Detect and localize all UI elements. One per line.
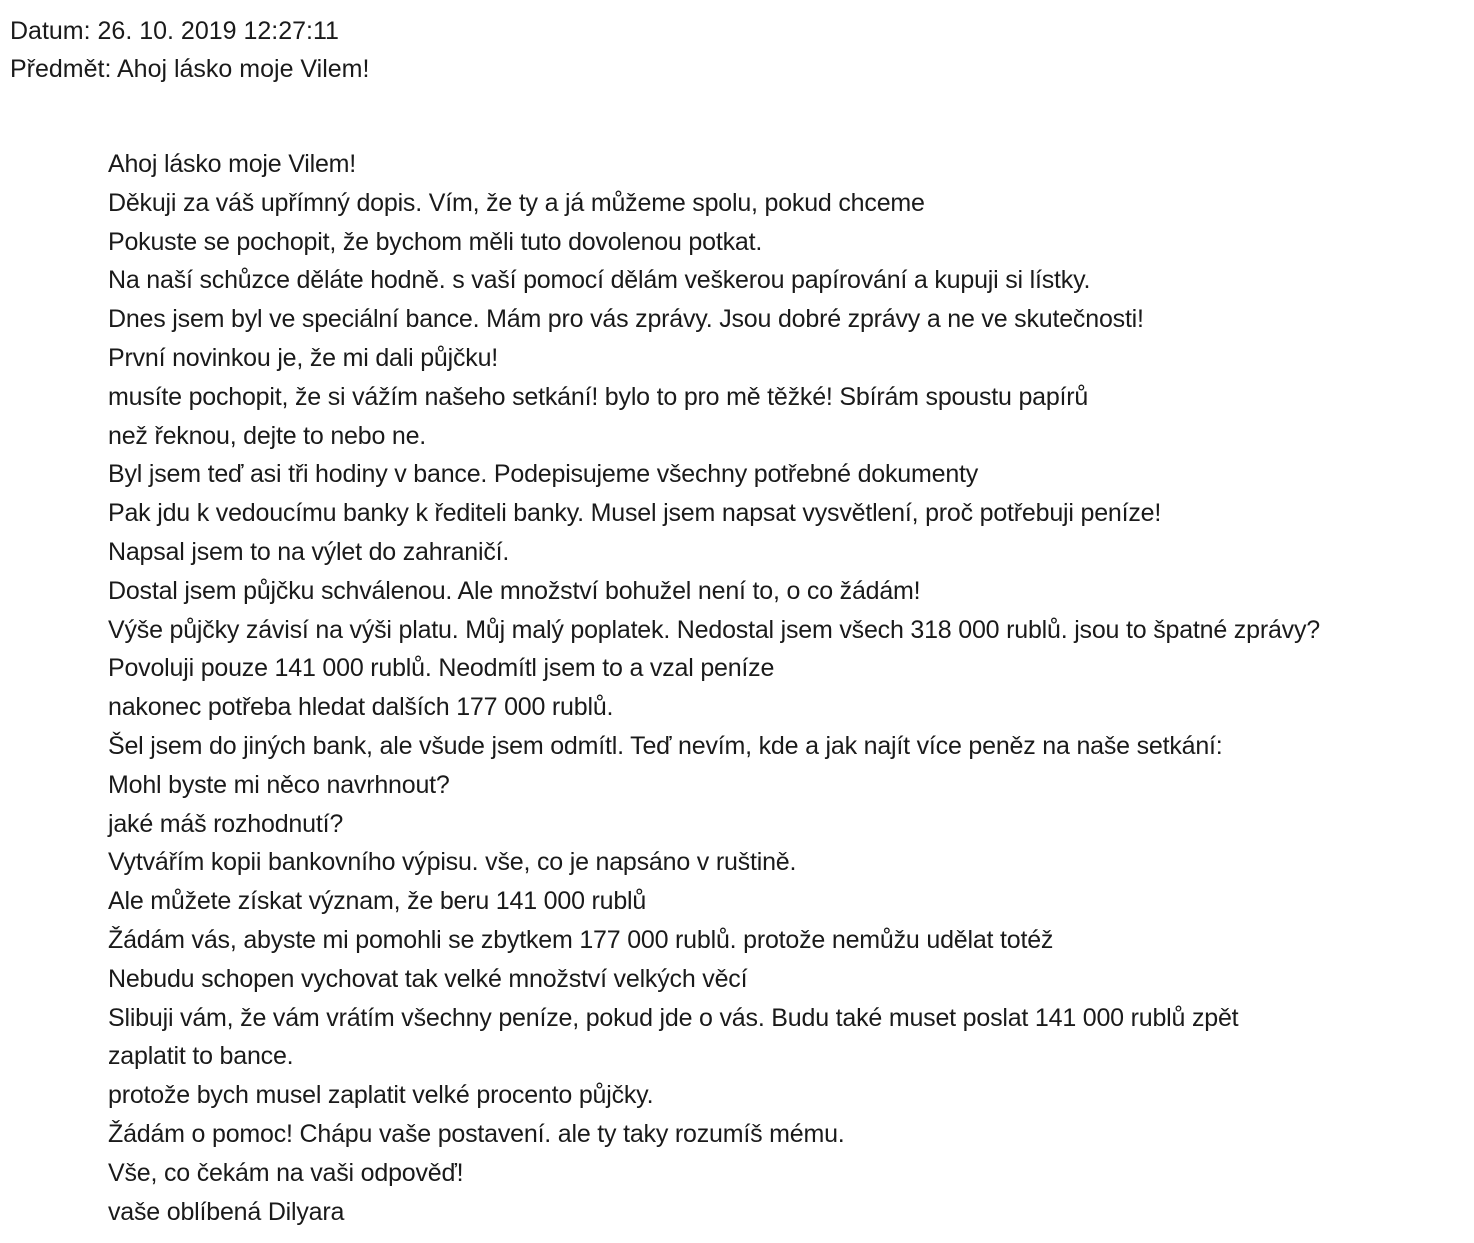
body-line: Slibuji vám, že vám vrátím všechny peníze, pokud jde o vás. Budu také muset poslat 141 000 rublů zpět bbox=[108, 1003, 1239, 1032]
body-line: První novinkou je, že mi dali půjčku! bbox=[108, 343, 499, 372]
body-line: Nebudu schopen vychovat tak velké množství velkých věcí bbox=[108, 964, 748, 993]
body-line: Mohl byste mi něco navrhnout? bbox=[108, 770, 450, 799]
body-line: zaplatit to bance. bbox=[108, 1042, 294, 1071]
email-body bbox=[108, 145, 1468, 1231]
body-line: musíte pochopit, že si vážím našeho setkání! bylo to pro mě těžké! Sbírám spoustu papírů bbox=[108, 382, 1089, 411]
body-line: Dostal jsem půjčku schválenou. Ale množství bohužel není to, o co žádám! bbox=[108, 576, 921, 605]
body-line: Na naší schůzce děláte hodně. s vaší pomocí dělám veškerou papírování a kupuji si lístky. bbox=[108, 266, 1091, 295]
body-line: Ale můžete získat význam, že beru 141 000 rublů bbox=[108, 887, 647, 916]
body-line: Pokuste se pochopit, že bychom měli tuto dovolenou potkat. bbox=[108, 227, 763, 256]
email-date: Datum: 26. 10. 2019 12:27:11 bbox=[10, 17, 339, 45]
body-line: Napsal jsem to na výlet do zahraničí. bbox=[108, 537, 510, 566]
body-line: Vše, co čekám na vaši odpověď! bbox=[108, 1158, 464, 1187]
body-line: než řeknou, dejte to nebo ne. bbox=[108, 421, 427, 450]
email-subject: Předmět: Ahoj lásko moje Vilem! bbox=[10, 55, 370, 83]
email-signature: vaše oblíbená Dilyara bbox=[108, 1197, 345, 1226]
body-line: protože bych musel zaplatit velké procento půjčky. bbox=[108, 1081, 654, 1110]
body-line: Povoluji pouze 141 000 rublů. Neodmítl jsem to a vzal peníze bbox=[108, 654, 775, 683]
body-line: Děkuji za váš upřímný dopis. Vím, že ty a já můžeme spolu, pokud chceme bbox=[108, 188, 925, 217]
body-line: Šel jsem do jiných bank, ale všude jsem odmítl. Teď nevím, kde a jak najít více peněz na naše setkání: bbox=[108, 731, 1223, 760]
body-line: Pak jdu k vedoucímu banky k řediteli banky. Musel jsem napsat vysvětlení, proč potřebuji peníze! bbox=[108, 499, 1162, 528]
body-line: Byl jsem teď asi tři hodiny v bance. Podepisujeme všechny potřebné dokumenty bbox=[108, 460, 979, 489]
body-line: Vytvářím kopii bankovního výpisu. vše, co je napsáno v ruštině. bbox=[108, 848, 797, 877]
body-line: Dnes jsem byl ve speciální bance. Mám pro vás zprávy. Jsou dobré zprávy a ne ve skutečnosti! bbox=[108, 305, 1144, 334]
body-line: jaké máš rozhodnutí? bbox=[108, 809, 344, 838]
body-line: Výše půjčky závisí na výši platu. Můj malý poplatek. Nedostal jsem všech 318 000 rublů. jsou to špatné zprávy? bbox=[108, 615, 1320, 644]
body-line: Ahoj lásko moje Vilem! bbox=[108, 150, 357, 178]
body-line: nakonec potřeba hledat dalších 177 000 rublů. bbox=[108, 693, 614, 722]
email-header bbox=[10, 12, 369, 88]
body-line: Žádám o pomoc! Chápu vaše postavení. ale ty taky rozumíš mému. bbox=[108, 1119, 845, 1148]
body-line: Žádám vás, abyste mi pomohli se zbytkem 177 000 rublů. protože nemůžu udělat totéž bbox=[108, 925, 1054, 954]
